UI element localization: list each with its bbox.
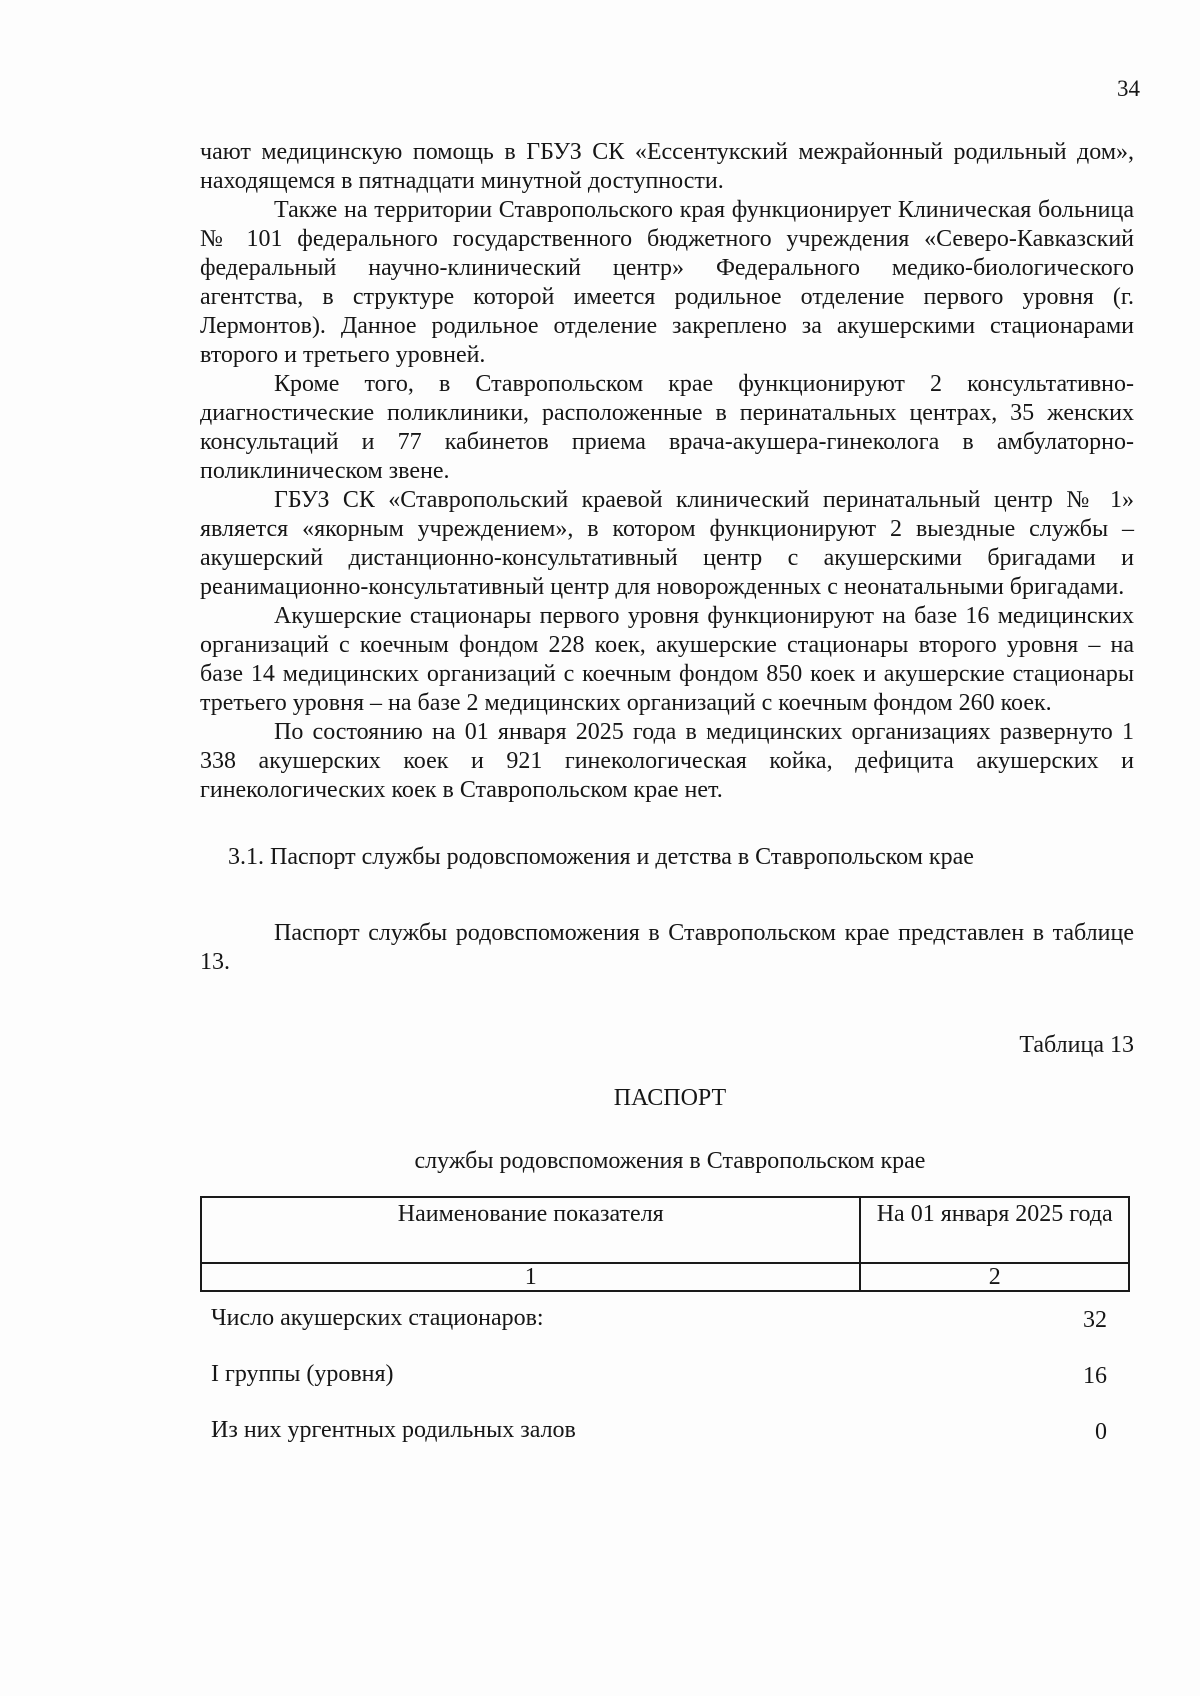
- header-date: На 01 января 2025 года: [860, 1197, 1129, 1263]
- table-row: [201, 1348, 1129, 1404]
- row-label: I группы (уровня): [211, 1361, 394, 1387]
- row-value: 0: [1095, 1419, 1107, 1445]
- row-label: Число акушерских стационаров:: [211, 1305, 544, 1331]
- paragraph-3: Кроме того, в Ставропольском крае функционируют 2 консультативно-диагностические поликлиники, расположенные в перинатальных центрах, 35 женских консультаций и 77 кабинетов приема врача-акушера-гинеколога в амбулаторно-поликлиническом звене.: [200, 371, 1134, 484]
- paragraph-2: Также на территории Ставропольского края функционирует Клиническая больница № 101 федерального государственного бюджетного учреждения «Северо-Кавказский федеральный научно-клинический центр» Федерального медико-биологического агентства, в структуре которой имеется родильное отделение первого уровня (г. Лермонтов). Данное родильное отделение закреплено за акушерскими стационарами второго и третьего уровней.: [200, 197, 1134, 368]
- table-subtitle: службы родовспоможения в Ставропольском крае: [414, 1148, 926, 1174]
- row-label: Из них ургентных родильных залов: [211, 1417, 576, 1443]
- header-indicator-name: Наименование показателя: [201, 1197, 860, 1263]
- paragraph-4: ГБУЗ СК «Ставропольский краевой клинический перинатальный центр № 1» является «якорным учреждением», в котором функционируют 2 выездные службы – акушерский дистанционно-консультативный центр с акушерскими бригадами и реанимационно-консультативный центр для новорожденных с неонатальными бригадами.: [200, 487, 1134, 600]
- table-title: ПАСПОРТ: [613, 1085, 727, 1111]
- passport-table: [200, 1196, 1130, 1460]
- paragraph-5: Акушерские стационары первого уровня функционируют на базе 16 медицинских организаций с коечным фондом 228 коек, акушерские стационары второго уровня – на базе 14 медицинских организаций с коечным фондом 850 коек и акушерские стационары третьего уровня – на базе 2 медицинских организаций с коечным фондом 260 коек.: [200, 603, 1134, 716]
- table-header-row: [201, 1197, 1129, 1263]
- row-value: 16: [1083, 1363, 1107, 1389]
- page-content: [200, 138, 1134, 1460]
- page-number: 34: [1117, 76, 1140, 101]
- section-text: Паспорт службы родовспоможения в Ставропольском крае представлен в таблице 13.: [200, 920, 1134, 975]
- column-number-1: 1: [201, 1263, 860, 1291]
- section-heading: 3.1. Паспорт службы родовспоможения и детства в Ставропольском крае: [228, 844, 974, 870]
- paragraph-6: По состоянию на 01 января 2025 года в медицинских организациях развернуто 1 338 акушерских коек и 921 гинекологическая койка, дефицита акушерских и гинекологических коек в Ставропольском крае нет.: [200, 719, 1134, 803]
- row-value: 32: [1083, 1307, 1107, 1333]
- table-column-number-row: [201, 1263, 1129, 1291]
- table-row: [201, 1404, 1129, 1460]
- column-number-2: 2: [860, 1263, 1129, 1291]
- paragraph-1: чают медицинскую помощь в ГБУЗ СК «Ессентукский межрайонный родильный дом», находящемся в пятнадцати минутной доступности.: [200, 139, 1134, 194]
- table-label: Таблица 13: [1019, 1032, 1134, 1058]
- table-row: [201, 1291, 1129, 1348]
